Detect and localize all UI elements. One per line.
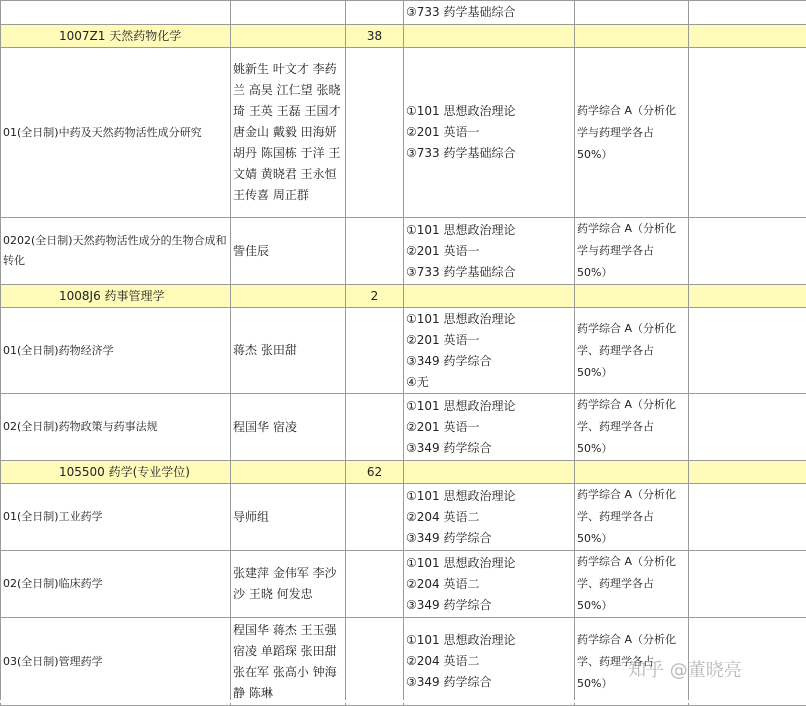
direction-cell bbox=[1, 1, 231, 25]
direction-cell: 01(全日制)中药及天然药物活性成分研究 bbox=[1, 48, 231, 218]
direction-cell: 01(全日制)药物经济学 bbox=[1, 308, 231, 394]
count-cell bbox=[346, 1, 404, 25]
exam-item: ①101 思想政治理论 bbox=[406, 220, 572, 241]
exam-item: ①101 思想政治理论 bbox=[406, 396, 572, 417]
exam-item: ②201 英语一 bbox=[406, 241, 572, 262]
table-row bbox=[1, 218, 806, 285]
direction-cell: 02(全日制)药物政策与药事法规 bbox=[1, 394, 231, 461]
extra-cell bbox=[689, 48, 806, 218]
exam-item: ①101 思想政治理论 bbox=[406, 630, 572, 651]
direction-cell: 0202(全日制)天然药物活性成分的生物合成和转化 bbox=[1, 218, 231, 285]
exam-item: ③349 药学综合 bbox=[406, 672, 572, 693]
teachers-cell: 导师组 bbox=[231, 484, 346, 551]
table-row bbox=[1, 394, 806, 461]
major-count: 38 bbox=[346, 25, 404, 48]
extra-cell bbox=[689, 484, 806, 551]
exams-cell bbox=[404, 484, 575, 551]
extra-cell bbox=[689, 1, 806, 25]
major-row bbox=[1, 461, 806, 484]
count-cell bbox=[346, 308, 404, 394]
extra-cell bbox=[689, 218, 806, 285]
exam-item: ③349 药学综合 bbox=[406, 595, 572, 616]
exam-item: ②201 英语一 bbox=[406, 122, 572, 143]
exams-cell bbox=[404, 218, 575, 285]
exam-item: ③733 药学基础综合 bbox=[406, 2, 572, 23]
direction-cell: 01(全日制)工业药学 bbox=[1, 484, 231, 551]
exam-item: ②201 英语一 bbox=[406, 417, 572, 438]
notes-cell: 药学综合 A（分析化学与药理学各占 50%） bbox=[575, 218, 689, 285]
notes-cell: 药学综合 A（分析化学、药理学各占 50%） bbox=[575, 394, 689, 461]
table-row-top bbox=[1, 1, 806, 25]
exam-item: ②204 英语二 bbox=[406, 574, 572, 595]
notes-cell: 药学综合 A（分析化学、药理学各占 50%） bbox=[575, 551, 689, 618]
exams-cell bbox=[404, 48, 575, 218]
watermark: 知乎 @董晓亮 bbox=[628, 656, 742, 682]
extra-cell bbox=[689, 308, 806, 394]
major-row bbox=[1, 285, 806, 308]
table-row bbox=[1, 308, 806, 394]
count-cell bbox=[346, 218, 404, 285]
teachers-cell: 张建萍 金伟军 李沙沙 王晓 何发忠 bbox=[231, 551, 346, 618]
major-name: 105500 药学(专业学位) bbox=[1, 461, 231, 484]
exam-item: ③733 药学基础综合 bbox=[406, 262, 572, 283]
notes-cell bbox=[575, 1, 689, 25]
exam-item: ④无 bbox=[406, 372, 572, 393]
major-row bbox=[1, 25, 806, 48]
notes-cell: 药学综合 A（分析化学、药理学各占 50%） bbox=[575, 308, 689, 394]
exams-cell bbox=[404, 394, 575, 461]
exams-cell bbox=[404, 308, 575, 394]
exam-item: ②201 英语一 bbox=[406, 330, 572, 351]
exam-item: ③349 药学综合 bbox=[406, 528, 572, 549]
teachers-cell: 訾佳辰 bbox=[231, 218, 346, 285]
exam-item: ②204 英语二 bbox=[406, 651, 572, 672]
count-cell bbox=[346, 484, 404, 551]
major-name: 1008J6 药事管理学 bbox=[1, 285, 231, 308]
teachers-cell: 姚新生 叶文才 李药兰 高昊 江仁望 张晓琦 王英 王磊 王国才 唐金山 戴毅 田海妍 胡丹 陈国栋 于洋 王文婧 黄晓君 王永恒 王传喜 周正群 bbox=[231, 48, 346, 218]
extra-cell bbox=[689, 394, 806, 461]
exam-item: ①101 思想政治理论 bbox=[406, 553, 572, 574]
direction-cell: 03(全日制)管理药学 bbox=[1, 618, 231, 706]
count-cell bbox=[346, 618, 404, 706]
exam-item: ①101 思想政治理论 bbox=[406, 101, 572, 122]
exams-cell bbox=[404, 618, 575, 706]
teachers-cell: 程国华 蒋杰 王玉强 宿凌 单蹈琛 张田甜 张在军 张高小 钟海静 陈琳 bbox=[231, 618, 346, 706]
notes-cell: 药学综合 A（分析化学、药理学各占 50%） bbox=[575, 618, 689, 706]
exam-item: ③733 药学基础综合 bbox=[406, 143, 572, 164]
teachers-cell: 程国华 宿凌 bbox=[231, 394, 346, 461]
notes-cell: 药学综合 A（分析化学与药理学各占 50%） bbox=[575, 48, 689, 218]
table-row bbox=[1, 551, 806, 618]
count-cell bbox=[346, 551, 404, 618]
exam-item: ②204 英语二 bbox=[406, 507, 572, 528]
major-count: 2 bbox=[346, 285, 404, 308]
major-count: 62 bbox=[346, 461, 404, 484]
count-cell bbox=[346, 48, 404, 218]
extra-cell bbox=[689, 551, 806, 618]
exam-item: ①101 思想政治理论 bbox=[406, 486, 572, 507]
direction-cell: 02(全日制)临床药学 bbox=[1, 551, 231, 618]
count-cell bbox=[346, 394, 404, 461]
exams-cell bbox=[404, 1, 575, 25]
exam-item: ③349 药学综合 bbox=[406, 438, 572, 459]
table-row bbox=[1, 484, 806, 551]
table-row bbox=[1, 48, 806, 218]
teachers-cell: 蒋杰 张田甜 bbox=[231, 308, 346, 394]
exams-cell bbox=[404, 551, 575, 618]
notes-cell: 药学综合 A（分析化学、药理学各占 50%） bbox=[575, 484, 689, 551]
major-name: 1007Z1 天然药物化学 bbox=[1, 25, 231, 48]
exam-item: ③349 药学综合 bbox=[406, 351, 572, 372]
exam-item: ①101 思想政治理论 bbox=[406, 309, 572, 330]
teachers-cell bbox=[231, 1, 346, 25]
